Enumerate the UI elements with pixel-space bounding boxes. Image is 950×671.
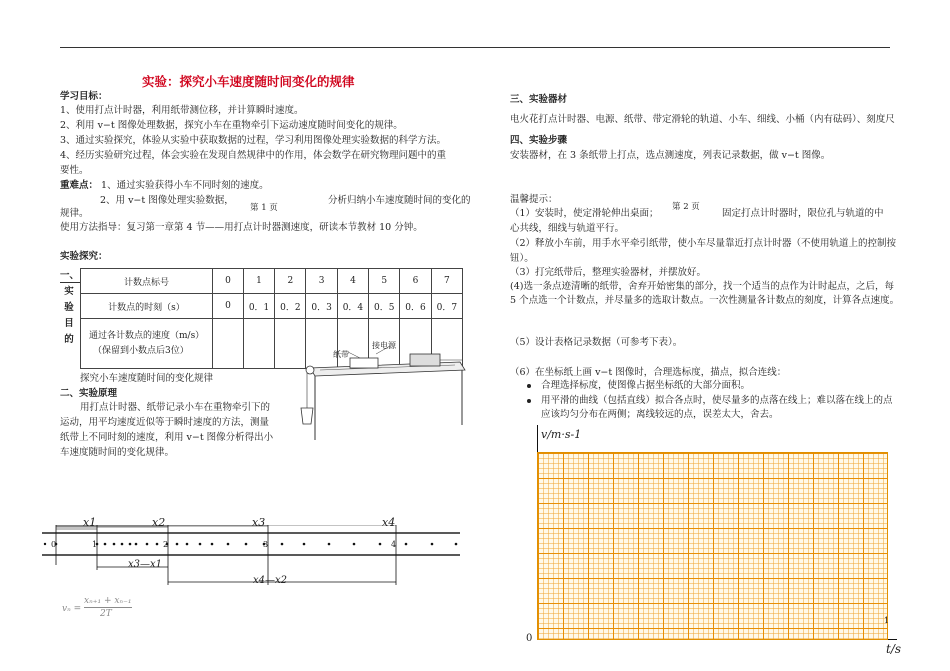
table-header-label: 计数点标号 [81, 269, 213, 294]
tip-4a: (4)选一条点迹清晰的纸带，舍弃开始密集的部分，找一个适当的点作为计时起点，之后，每 [510, 281, 894, 292]
tip-4b: 5 个点选一个计数点，并尽量多的选取计数点。一次性测量各计数点的刻度，计算各点速度。 [510, 295, 900, 306]
principle-2: 运动，用平均速度近似等于瞬时速度的方法，测量 [60, 417, 270, 428]
table-cell: 0．6 [400, 294, 431, 319]
page-number-2: 第 2 页 [672, 202, 700, 212]
goal-4-cont: 要性。 [60, 165, 89, 176]
tip-2a: （2）释放小车前，用手水平牵引纸带，使小车尽量靠近打点计时器（不使用轨道上的控制按 [510, 238, 897, 249]
method-guide: 使用方法指导：复习第一章第 4 节——用打点计时器测速度，研读本节教材 10 分钟。 [60, 222, 423, 233]
table-cell-empty [243, 319, 274, 369]
paper-tape-diagram [42, 525, 462, 595]
goal-1: 1、使用打点计时器，利用纸带测位移，并计算瞬时速度。 [60, 105, 304, 116]
tip-1a: （1）安装时，使定滑轮伸出桌面； [510, 208, 659, 219]
table-cell: 0．2 [275, 294, 306, 319]
table-cell: 5 [369, 269, 400, 294]
keypoint-2a: 2、用 v−t 图像处理实验数据， [100, 195, 234, 206]
graph-corner-mark: 1 [884, 616, 890, 625]
table-cell: 0 [212, 294, 243, 319]
label-tape: 纸带 [333, 350, 349, 359]
table-side-rule [60, 282, 80, 283]
bullet-1: 合理选择标度，使图像占据坐标纸的大部分面积。 [541, 380, 751, 391]
table-cell: 0．7 [431, 294, 462, 319]
graph-y-label: v/m·s-1 [541, 428, 582, 441]
tape-x3: x3 [252, 516, 266, 529]
table-cell: 1 [243, 269, 274, 294]
table-cell: 0 [212, 269, 243, 294]
goal-heading: 学习目标： [60, 91, 108, 102]
keypoint-1: 1、通过实验获得小车不同时刻的速度。 [101, 180, 269, 191]
table-time-label: 计数点的时刻（s） [81, 294, 213, 319]
tape-diff-1: x3—x1 [128, 559, 163, 570]
page-title: 实验：探究小车速度随时间变化的规律 [142, 74, 355, 89]
keypoint-2b: 分析归纳小车速度随时间的变化的 [328, 195, 471, 206]
tape-point-0: 0 [51, 540, 57, 549]
experiment-goal: 探究小车速度随时间的变化规律 [80, 373, 214, 384]
goal-3: 3、通过实验探究，体验从实验中获取数据的过程，学习利用图像处理实验数据的科学方法。 [60, 135, 447, 146]
tape-point-3: 3 [263, 540, 269, 549]
tape-point-1: 1 [92, 540, 98, 549]
tape-point-2: 2 [163, 540, 169, 549]
page-number-1: 第 1 页 [250, 203, 278, 213]
explore-heading: 实验探究： [60, 251, 108, 262]
bullet-icon [527, 384, 531, 388]
tape-x2: x2 [152, 516, 166, 529]
steps-heading: 四、实验步骤 [510, 135, 568, 146]
tape-x1: x1 [83, 516, 97, 529]
principle-heading: 二、实验原理 [60, 388, 118, 399]
tip-1b: 固定打点计时器时，限位孔与轨道的中 [722, 208, 884, 219]
table-cell: 0．3 [306, 294, 337, 319]
principle-1: 用打点计时器、纸带记录小车在重物牵引下的 [80, 402, 271, 413]
bullet-2: 用平滑的曲线（包括直线）拟合各点时，使尽量多的点落在线上；难以落在线上的点 [541, 395, 893, 406]
tip-6: （6）在坐标纸上画 v−t 图像时，合理选标度，描点，拟合连线： [510, 367, 787, 378]
graph-paper [537, 452, 888, 640]
label-power: 接电源 [372, 341, 396, 350]
table-cell: 0．5 [369, 294, 400, 319]
tape-diff-2: x4—x2 [253, 575, 288, 586]
principle-4: 车速度随时间的变化规律。 [60, 447, 175, 458]
goal-4: 4、经历实验研究过程，体会实验在发现自然规律中的作用，体会数学在研究物理问题中的重 [60, 150, 447, 161]
equip-list: 电火花打点计时器、电源、纸带、带定滑轮的轨道、小车、细线、小桶（内有砝码）、刻度尺 [510, 114, 895, 125]
keypoint-label: 重难点： [60, 180, 99, 191]
table-cell-empty [212, 319, 243, 369]
table-velocity-label: 通过各计数点的速度（m/s） （保留到小数点后3位） [81, 319, 213, 369]
principle-3: 纸带上不同时刻的速度，利用 v−t 图像分析得出小 [60, 432, 274, 443]
tape-point-4: 4 [391, 540, 397, 549]
table-cell: 4 [337, 269, 368, 294]
header-rule [60, 47, 890, 48]
goal-2: 2、利用 v−t 图像处理数据，探究小车在重物牵引下运动速度随时间变化的规律。 [60, 120, 403, 131]
tips-heading: 温馨提示： [510, 194, 558, 205]
tip-5: （5）设计表格记录数据（可参考下表）。 [510, 337, 683, 348]
graph-x-label: t/s [886, 642, 902, 656]
tip-1c: 心共线，细线与轨道平行。 [510, 223, 625, 234]
tip-2b: 钮）。 [510, 253, 534, 264]
table-cell: 6 [400, 269, 431, 294]
keypoint-2c: 规律。 [60, 208, 89, 219]
tip-3: （3）打完纸带后，整理实验器材，并摆放好。 [510, 267, 707, 278]
bullet-icon [527, 399, 531, 403]
equip-heading: 三、实验器材 [510, 94, 568, 105]
table-cell: 2 [275, 269, 306, 294]
table-side-label: 一、 实 验 目 的 [60, 270, 80, 345]
graph-origin: 0 [526, 633, 533, 644]
table-cell: 3 [306, 269, 337, 294]
table-cell: 0．4 [337, 294, 368, 319]
table-cell: 7 [431, 269, 462, 294]
steps-text: 安装器材，在 3 条纸带上打点，选点测速度，列表记录数据，做 v−t 图像。 [510, 150, 831, 161]
apparatus-diagram [290, 340, 470, 450]
table-cell: 0．1 [243, 294, 274, 319]
bullet-3: 应该均匀分布在两侧；离线较远的点，误差太大，舍去。 [541, 409, 779, 420]
tape-x4: x4 [382, 516, 396, 529]
